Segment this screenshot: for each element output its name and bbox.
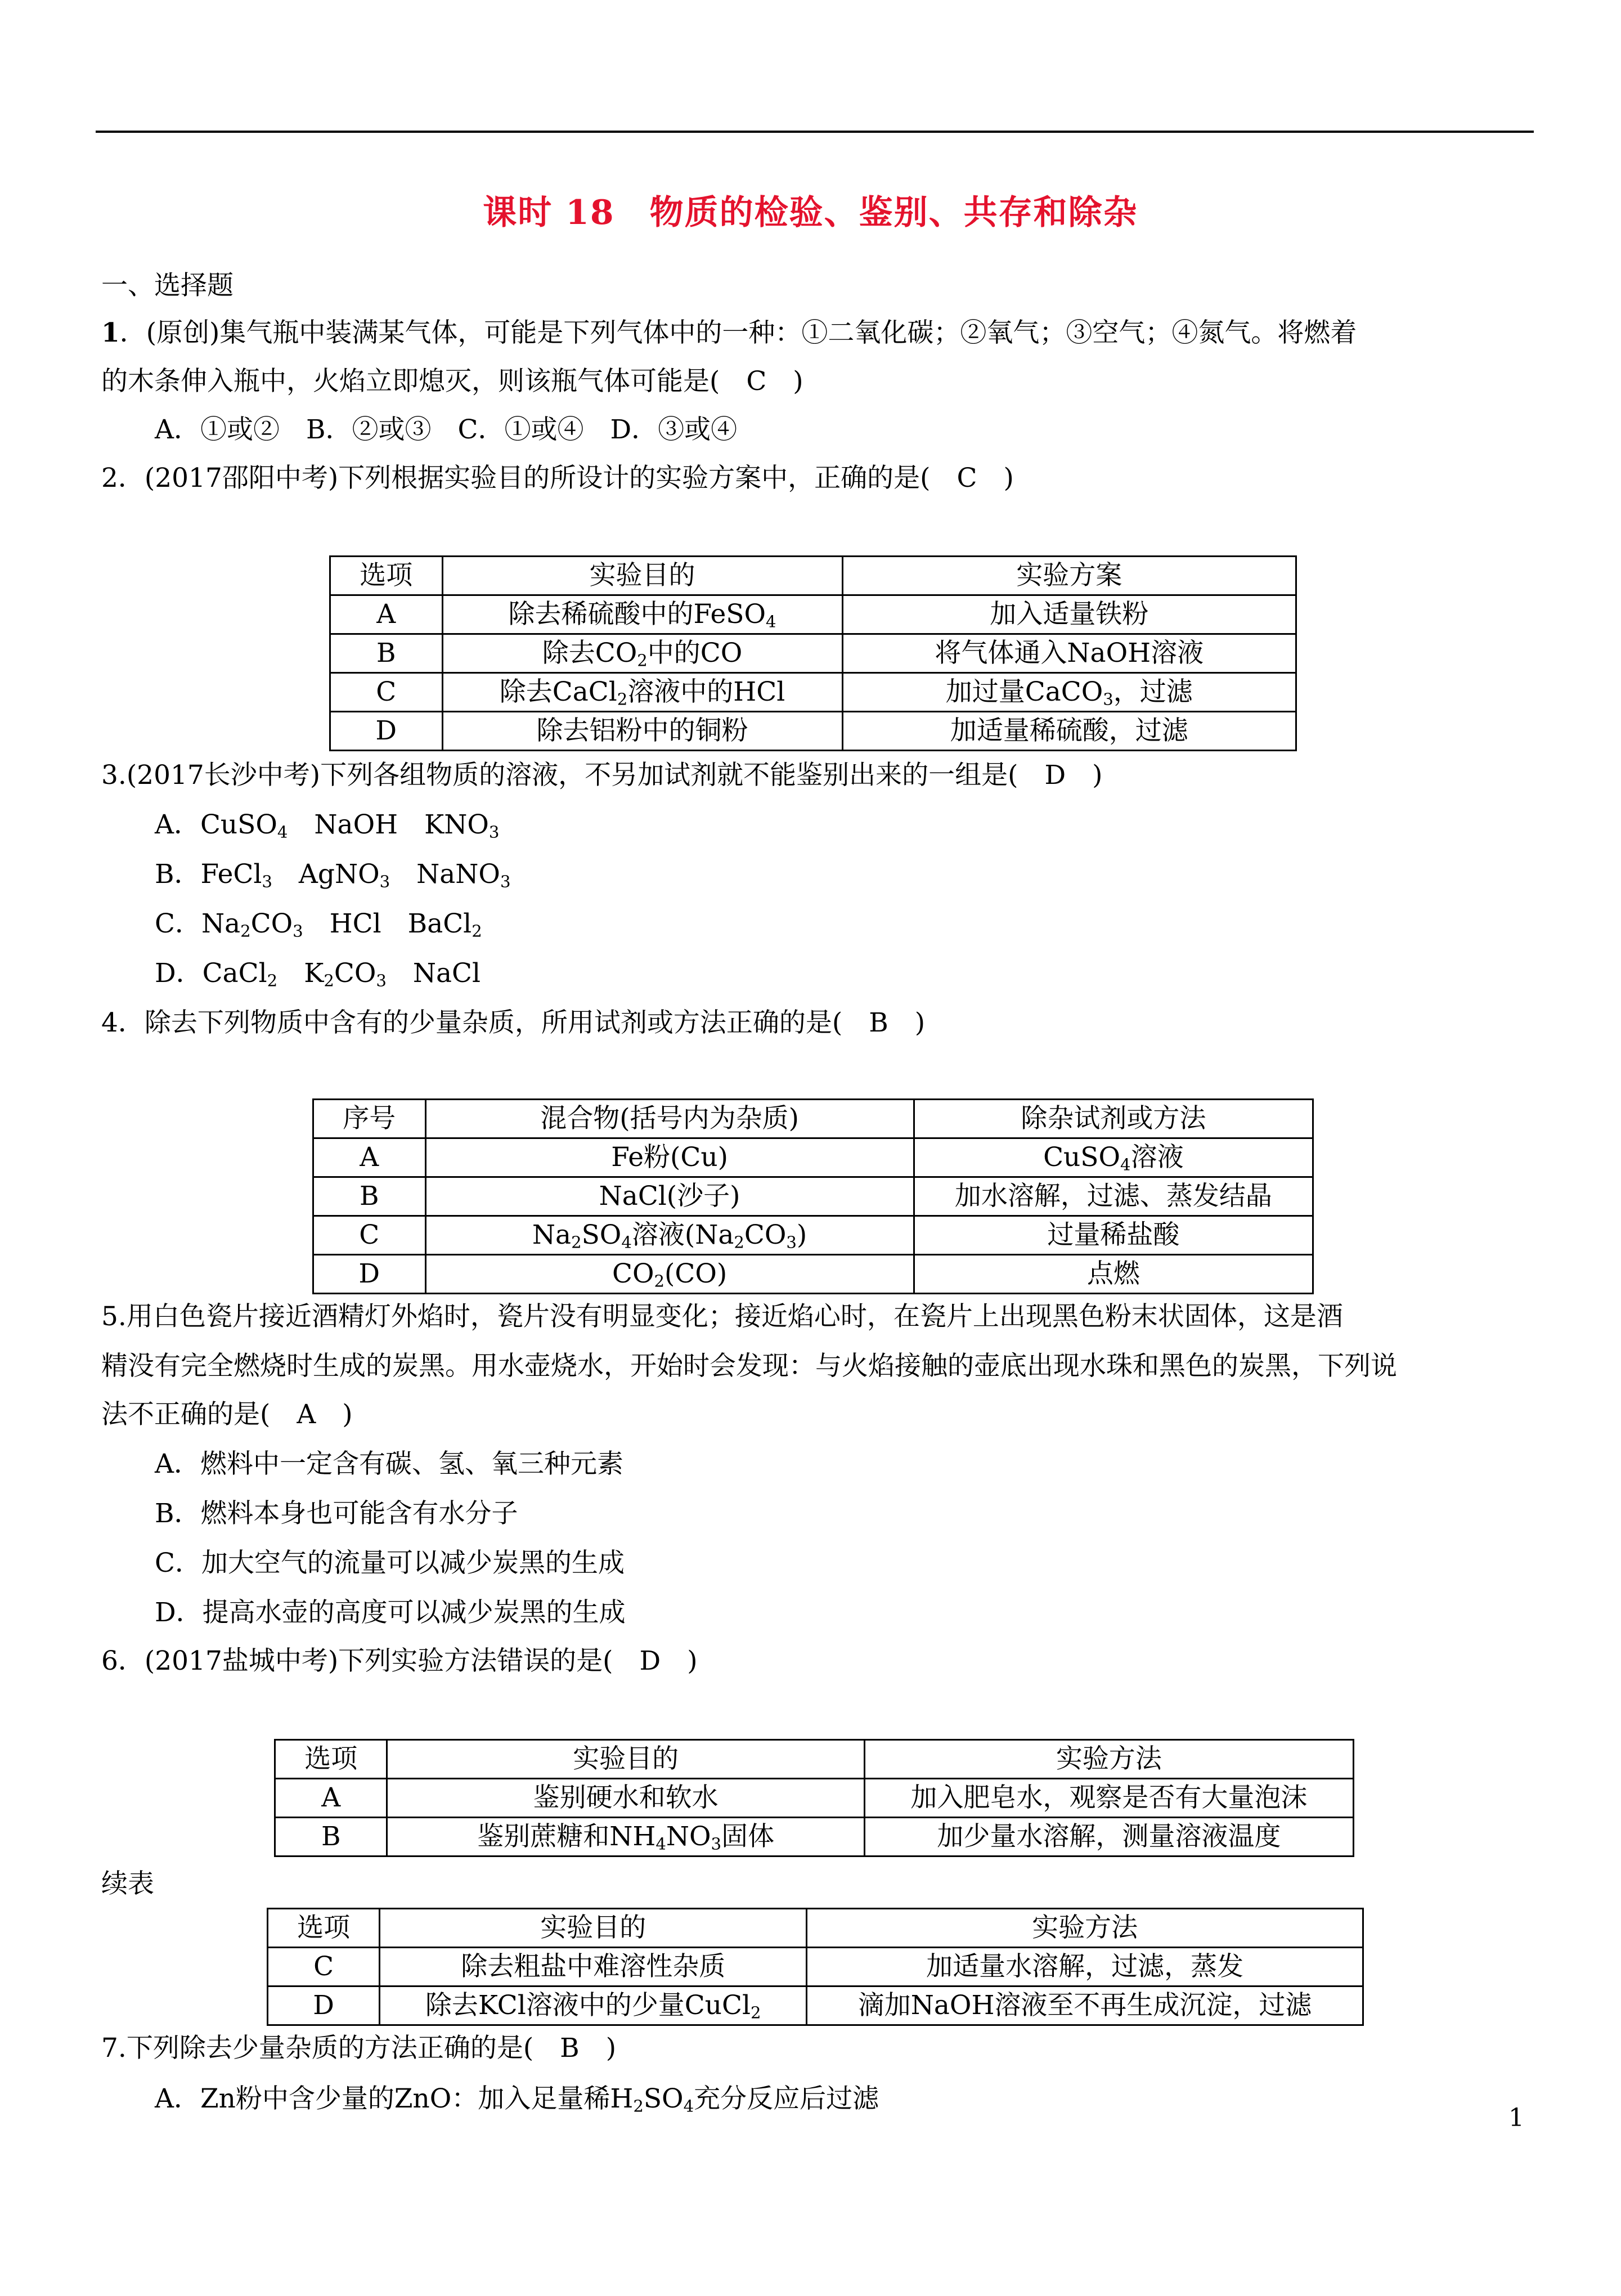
table-header-cell: 实验方案: [842, 557, 1296, 595]
table-cell: 滴加NaOH溶液至不再生成沉淀，过滤: [807, 1986, 1363, 2025]
section-heading: 一、选择题: [101, 270, 234, 301]
continued-table-label: 续表: [101, 1868, 154, 1899]
table-row: [330, 673, 1296, 712]
q3-option-a: A．CuSO$_4$ NaOH $KNO_3$: [155, 809, 500, 842]
table-cell: B: [313, 1177, 426, 1216]
table-cell: 加入适量铁粉: [842, 595, 1296, 634]
table-header-cell: 实验目的: [380, 1909, 807, 1948]
q5-option-b: B．燃料本身也可能含有水分子: [155, 1498, 518, 1529]
table-cell: 点燃: [914, 1255, 1313, 1294]
table-header-cell: 实验方法: [864, 1740, 1353, 1779]
q6-continued-table: [267, 1908, 1364, 2026]
table-cell: D: [330, 712, 443, 751]
table-row: [268, 1986, 1363, 2025]
table-cell: 将气体通入NaOH溶液: [842, 634, 1296, 673]
table-header-cell: 实验方法: [807, 1909, 1363, 1948]
q5-stem-line1: 5.用白色瓷片接近酒精灯外焰时，瓷片没有明显变化；接近焰心时，在瓷片上出现黑色粉末状固体，这是酒: [101, 1301, 1343, 1332]
table-header-cell: 序号: [313, 1100, 426, 1138]
table-header-cell: 实验目的: [387, 1740, 864, 1779]
table-cell: D: [268, 1986, 380, 2025]
table-cell: C: [313, 1216, 426, 1255]
table-cell: 加水溶解，过滤、蒸发结晶: [914, 1177, 1313, 1216]
table-cell: 加入肥皂水，观察是否有大量泡沫: [864, 1779, 1353, 1818]
table-cell: 加过量CaCO$_3$，过滤: [842, 673, 1296, 712]
table-row: [313, 1216, 1313, 1255]
q1-stem-line1: 1．(原创)集气瓶中装满某气体，可能是下列气体中的一种：①二氧化碳；②氧气；③空气；④氮气。将燃着: [101, 317, 1357, 348]
table-header-row: [313, 1100, 1313, 1138]
q6-stem: 6．(2017盐城中考)下列实验方法错误的是( D ): [101, 1645, 698, 1676]
table-header-row: [268, 1909, 1363, 1948]
table-cell: C: [268, 1948, 380, 1986]
table-cell: 加少量水溶解，测量溶液温度: [864, 1818, 1353, 1856]
table-cell: B: [275, 1818, 387, 1856]
table-cell: 鉴别蔗糖和$NH_4NO_3$固体: [387, 1818, 864, 1856]
table-row: [313, 1177, 1313, 1216]
header-rule: [96, 131, 1534, 133]
table-cell: 除去铝粉中的铜粉: [442, 712, 842, 751]
table-cell: $CO_2(CO)$: [425, 1255, 914, 1294]
table-row: [313, 1255, 1313, 1294]
table-cell: B: [330, 634, 443, 673]
q1-stem-line2: 的木条伸入瓶中，火焰立即熄灭，则该瓶气体可能是( C ): [101, 366, 803, 397]
q5-option-c: C．加大空气的流量可以减少炭黑的生成: [155, 1548, 625, 1578]
q5-stem-line3: 法不正确的是( A ): [101, 1399, 353, 1430]
q5-option-a: A．燃料中一定含有碳、氢、氧三种元素: [155, 1449, 623, 1479]
table-cell: C: [330, 673, 443, 712]
q3-stem: 3.(2017长沙中考)下列各组物质的溶液，不另加试剂就不能鉴别出来的一组是( D ): [101, 760, 1103, 791]
table-cell: 除去CaCl$_2$溶液中的HCl: [442, 673, 842, 712]
table-header-cell: 混合物(括号内为杂质): [425, 1100, 914, 1138]
table-cell: $Na_2SO_4$溶液$(Na_2CO_3)$: [425, 1216, 914, 1255]
table-cell: 鉴别硬水和软水: [387, 1779, 864, 1818]
table-cell: 除去稀硫酸中的FeSO$_4$: [442, 595, 842, 634]
table-row: [275, 1779, 1354, 1818]
q5-stem-line2: 精没有完全燃烧时生成的炭黑。用水壶烧水，开始时会发现：与火焰接触的壶底出现水珠和黑色的炭黑，下列说: [101, 1351, 1397, 1382]
table-header-row: [330, 557, 1296, 595]
q7-stem: 7.下列除去少量杂质的方法正确的是( B ): [101, 2033, 617, 2064]
q4-stem: 4．除去下列物质中含有的少量杂质，所用试剂或方法正确的是( B ): [101, 1007, 926, 1038]
table-header-row: [275, 1740, 1354, 1779]
table-cell: 除去粗盐中难溶性杂质: [380, 1948, 807, 1986]
table-cell: Fe粉(Cu): [425, 1138, 914, 1177]
q3-option-b: B．FeCl$_3$ AgNO$_3$ NaNO$_3$: [155, 859, 511, 891]
table-row: [313, 1138, 1313, 1177]
table-cell: 加适量稀硫酸，过滤: [842, 712, 1296, 751]
table-cell: 除去KCl溶液中的少量CuCl$_2$: [380, 1986, 807, 2025]
q4-table: [312, 1098, 1314, 1294]
page-number: 1: [1508, 2104, 1524, 2132]
q2-stem: 2．(2017邵阳中考)下列根据实验目的所设计的实验方案中，正确的是( C ): [101, 463, 1014, 494]
table-cell: D: [313, 1255, 426, 1294]
q6-table: [274, 1739, 1354, 1857]
table-header-cell: 选项: [275, 1740, 387, 1779]
table-header-cell: 选项: [330, 557, 443, 595]
table-cell: 加适量水溶解，过滤，蒸发: [807, 1948, 1363, 1986]
q3-option-c: C．$Na_2CO_3$ HCl BaCl$_2$: [155, 908, 482, 941]
table-row: [330, 712, 1296, 751]
q1-options: A．①或② B．②或③ C．①或④ D．③或④: [155, 414, 738, 445]
page-title: 课时 18 物质的检验、鉴别、共存和除杂: [483, 193, 1138, 232]
table-row: [330, 634, 1296, 673]
q2-table: [329, 555, 1297, 751]
table-row: [330, 595, 1296, 634]
table-cell: A: [330, 595, 443, 634]
table-cell: A: [275, 1779, 387, 1818]
table-header-cell: 除杂试剂或方法: [914, 1100, 1313, 1138]
q7-option-a: A．Zn粉中含少量的ZnO：加入足量稀$H_2SO_4$充分反应后过滤: [155, 2083, 879, 2116]
q3-option-d: D．CaCl$_2$ $K_2CO_3$ NaCl: [155, 958, 481, 990]
table-cell: NaCl(沙子): [425, 1177, 914, 1216]
table-cell: 过量稀盐酸: [914, 1216, 1313, 1255]
q5-option-d: D．提高水壶的高度可以减少炭黑的生成: [155, 1597, 626, 1628]
table-header-cell: 实验目的: [442, 557, 842, 595]
table-cell: CuSO$_4$溶液: [914, 1138, 1313, 1177]
table-row: [275, 1818, 1354, 1856]
table-row: [268, 1948, 1363, 1986]
table-header-cell: 选项: [268, 1909, 380, 1948]
table-cell: 除去$CO_2$中的CO: [442, 634, 842, 673]
table-cell: A: [313, 1138, 426, 1177]
